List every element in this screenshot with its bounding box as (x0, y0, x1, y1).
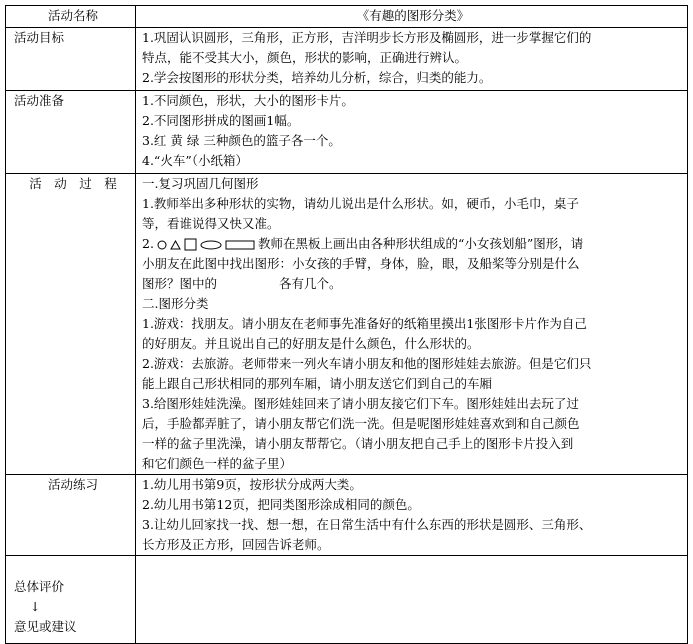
circle-icon (157, 240, 167, 250)
suggestion-label: 意见或建议 (14, 618, 77, 634)
activity-name-label: 活动名称 (6, 6, 136, 28)
practice-line: 长方形及正方形，回园告诉老师。 (142, 537, 330, 552)
process-line: 小朋友在此图中找出图形：小女孩的手臂，身体，脸，眼，及船桨等分别是什么 (142, 256, 580, 271)
practice-line: 3.让幼儿回家找一找、想一想，在日常生活中有什么东西的形状是圆形、三角形、 (142, 517, 592, 532)
process-line: 等，看谁说得又快又准。 (142, 216, 280, 231)
practice-line: 1.幼儿用书第9页，按形状分成两大类。 (142, 477, 362, 492)
shape-icons (157, 238, 255, 251)
process-line: 1.教师举出多种形状的实物，请幼儿说出是什么形状。如，硬币，小毛巾，桌子 (142, 196, 579, 211)
triangle-icon (170, 240, 181, 250)
goal-line: 特点，能不受其大小，颜色，形状的影响，正确进行辨认。 (142, 50, 468, 65)
lesson-plan-table (5, 5, 688, 644)
process-content (136, 174, 688, 475)
evaluation-content[interactable] (136, 556, 688, 644)
prep-line: 2.不同图形拼成的图画1幅。 (142, 113, 300, 128)
goals-label: 活动目标 (6, 28, 136, 91)
goals-content (136, 28, 688, 91)
process-line: 和它们颜色一样的盆子里） (142, 456, 293, 471)
process-line-text: 各有几个。 (279, 276, 342, 291)
process-line: 3.给图形娃娃洗澡。图形娃娃回来了请小朋友接它们下车。图形娃娃出去玩了过 (142, 396, 579, 411)
prep-line: 4.“火车”（小纸箱） (142, 153, 248, 168)
goal-line: 2.学会按图形的形状分类，培养幼儿分析，综合，归类的能力。 (142, 70, 492, 85)
process-line: 1.游戏：找朋友。请小朋友在老师事先准备好的纸箱里摸出1张图形卡片作为自己 (142, 316, 587, 331)
process-line: 后，手脸都弄脏了，请小朋友帮它们洗一洗。但是呢图形娃娃喜欢到和自己颜色 (142, 416, 580, 431)
down-arrow-icon: ↓ (30, 598, 41, 614)
process-line-text: 图形？图中的 (142, 276, 218, 291)
practice-line: 2.幼儿用书第12页，把同类图形涂成相同的颜色。 (142, 497, 420, 512)
process-line: 的好朋友。并且说出自己的好朋友是什么颜色，什么形状的。 (142, 336, 480, 351)
evaluation-label-cell (6, 556, 136, 644)
process-line (142, 234, 684, 254)
process-label: 活 动 过 程 (6, 174, 136, 475)
prep-line: 3.红 黄 绿 三种颜色的篮子各一个。 (142, 133, 341, 148)
process-line (142, 274, 684, 294)
prep-label: 活动准备 (6, 91, 136, 174)
ellipse-icon (200, 240, 222, 250)
process-line: 二.图形分类 (142, 296, 209, 311)
rectangle-icon (225, 240, 255, 250)
process-line: 一样的盆子里洗澡，请小朋友帮帮它。（请小朋友把自己手上的图形卡片投入到 (142, 436, 574, 451)
activity-title: 《有趣的图形分类》 (136, 6, 688, 28)
prep-content (136, 91, 688, 174)
goal-line: 1.巩固认识圆形，三角形，正方形，吉洋明步长方形及椭圆形，进一步掌握它们的 (142, 30, 592, 45)
process-line: 一.复习巩固几何图形 (142, 176, 259, 191)
evaluation-label: 总体评价 (14, 578, 65, 594)
process-line: 2.游戏：去旅游。老师带来一列火车请小朋友和他的图形娃娃去旅游。但是它们只 (142, 356, 592, 371)
process-line: 能上跟自己形状相同的那列车厢，请小朋友送它们到自己的车厢 (142, 376, 493, 391)
process-line-text: 教师在黑板上画出由各种形状组成的“小女孩划船”图形，请 (257, 236, 584, 251)
square-icon (184, 238, 197, 251)
prep-line: 1.不同颜色，形状，大小的图形卡片。 (142, 93, 354, 108)
practice-label: 活动练习 (6, 475, 136, 556)
process-line-prefix: 2. (142, 236, 154, 251)
practice-content (136, 475, 688, 556)
